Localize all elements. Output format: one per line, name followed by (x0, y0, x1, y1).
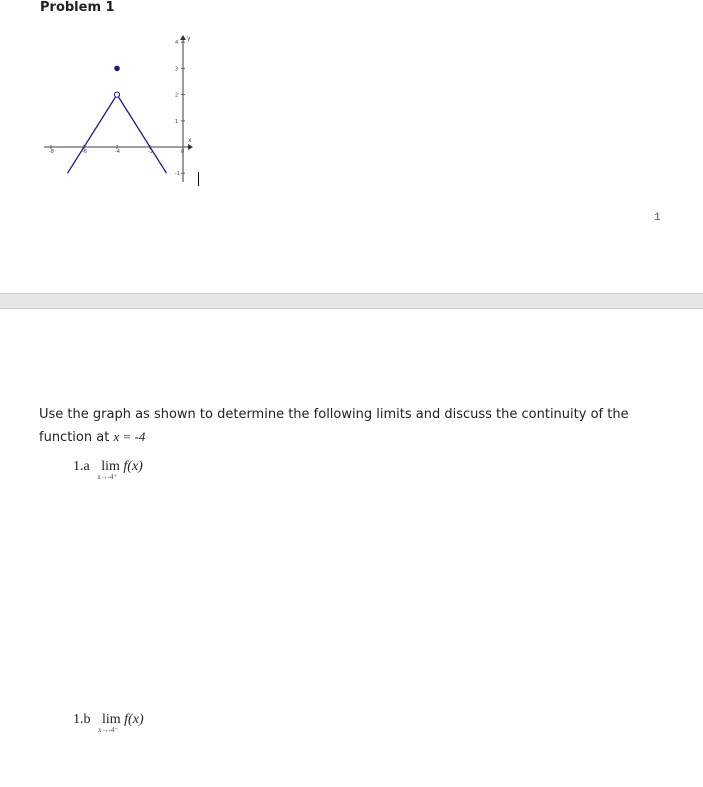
y-axis-arrow (180, 35, 186, 40)
x-tick-label: -8 (49, 149, 54, 155)
lim: lim (101, 459, 120, 474)
y-tick-label: 2 (175, 92, 179, 99)
y-tick-label: 4 (175, 40, 179, 47)
page-separator (0, 293, 703, 309)
x-tick-label: 0 (181, 149, 185, 155)
x-tick-label: -4 (115, 149, 120, 155)
open-point (114, 92, 119, 97)
instructions (39, 404, 639, 449)
function-segment (68, 95, 118, 174)
problem-title: Problem 1 (40, 0, 115, 15)
equation: x = -4 (113, 429, 146, 444)
function-segment (117, 95, 167, 174)
limit-1a (73, 459, 143, 481)
x-tick-label: -6 (82, 149, 87, 155)
y-axis-label: y (187, 35, 191, 42)
lim-subscript: x→-4⁻ (98, 726, 119, 734)
y-tick-label: 1 (175, 118, 179, 125)
limit-1b (73, 712, 144, 734)
x-tick-label: -2 (148, 149, 153, 155)
x-axis-label: x (188, 137, 192, 144)
lim-subscript: x→-4⁺ (97, 473, 118, 481)
lim: lim (102, 712, 121, 727)
y-tick-label: 3 (175, 66, 179, 73)
function: f(x) (123, 459, 143, 474)
item-number: 1.a (73, 459, 90, 474)
page-number: 1 (654, 212, 661, 224)
y-tick-label: -1 (175, 171, 180, 178)
instructions-text: Use the graph as shown to determine the following limits and discuss the continuity of the function at (39, 407, 629, 445)
text-cursor (198, 172, 199, 186)
x-axis-arrow (188, 144, 193, 150)
closed-point (114, 66, 120, 72)
function-graph (30, 30, 200, 190)
item-number: 1.b (73, 712, 91, 727)
function: f(x) (124, 712, 144, 727)
